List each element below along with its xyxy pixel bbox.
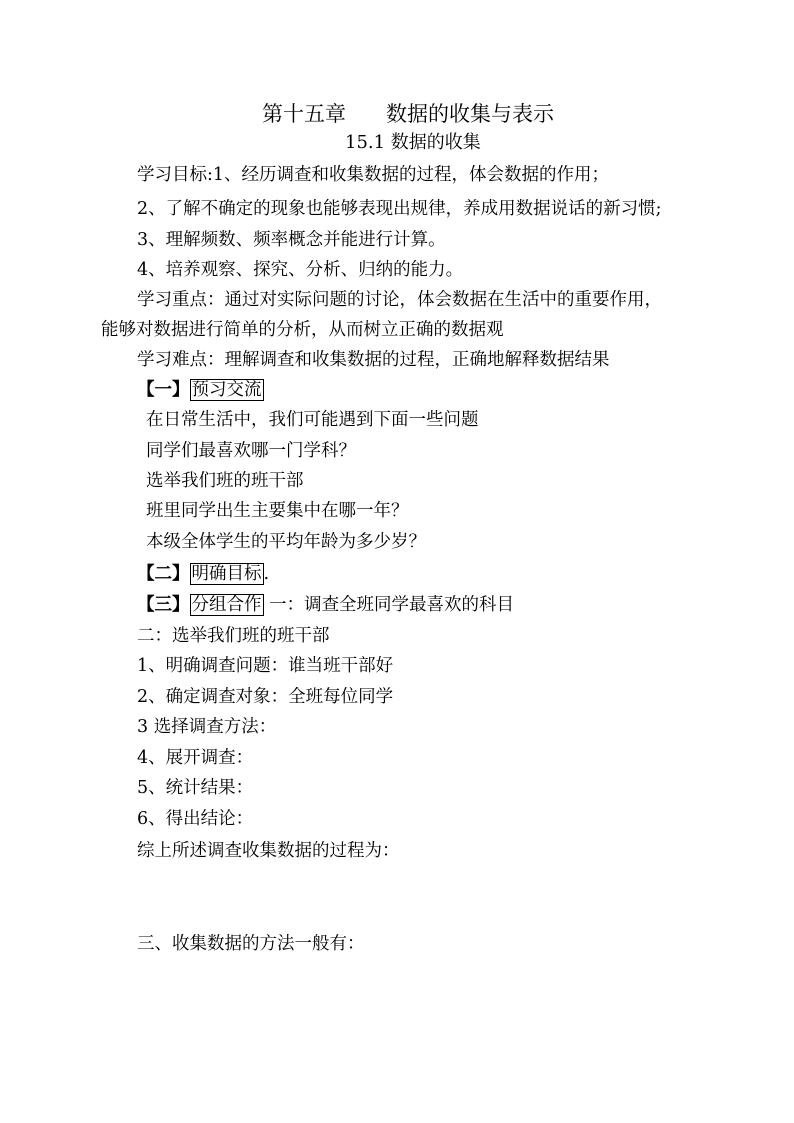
part-2-marker: 【二】 xyxy=(137,564,190,584)
step-item: 1、明确调查问题：谁当班干部好 xyxy=(137,656,394,676)
chapter-name: 数据的收集与表示 xyxy=(386,102,554,126)
goal-1: 学习目标:1、经历调查和收集数据的过程，体会数据的作用； xyxy=(137,165,610,185)
task-3-heading: 三、收集数据的方法一般有： xyxy=(137,934,365,954)
part-1-label: 预习交流 xyxy=(191,380,262,400)
part-3-label: 分组合作 xyxy=(191,595,262,615)
question-item: 同学们最喜欢哪一门学科？ xyxy=(146,441,356,461)
part-1-heading xyxy=(137,379,264,401)
chapter-number: 第十五章 xyxy=(262,102,346,126)
part-2-label: 明确目标 xyxy=(191,564,262,584)
part-3-heading xyxy=(137,594,514,616)
question-item: 班里同学出生主要集中在哪一年？ xyxy=(146,501,409,521)
step-item: 3 选择调查方法： xyxy=(137,717,277,737)
question-item: 选举我们班的班干部 xyxy=(146,471,304,491)
chapter-title xyxy=(262,100,554,128)
step-item: 2、确定调查对象：全班每位同学 xyxy=(137,687,394,707)
section-title: 15.1 数据的收集 xyxy=(345,132,481,153)
key-point-line-1: 学习重点：通过对实际问题的讨论，体会数据在生活中的重要作用， xyxy=(137,290,662,310)
step-item: 5、统计结果： xyxy=(137,778,254,798)
key-point-line-2: 能够对数据进行简单的分析，从而树立正确的数据观 xyxy=(101,320,504,340)
step-item: 6、得出结论： xyxy=(137,809,254,829)
part-2-heading xyxy=(137,563,269,585)
part-3-text: 一：调查全班同学最喜欢的科目 xyxy=(263,595,515,615)
task-2-heading: 二：选举我们班的班干部 xyxy=(137,626,330,646)
difficulty: 学习难点：理解调查和收集数据的过程，正确地解释数据结果 xyxy=(137,350,610,370)
goal-2: 2、了解不确定的现象也能够表现出规律，养成用数据说话的新习惯; xyxy=(137,199,662,219)
task-2-summary: 综上所述调查收集数据的过程为： xyxy=(137,841,400,861)
part-2-suffix: . xyxy=(263,564,270,584)
goal-3: 3、理解频数、频率概念并能进行计算。 xyxy=(137,230,446,250)
goal-4: 4、培养观察、探究、分析、归纳的能力。 xyxy=(137,260,464,280)
part-1-intro: 在日常生活中，我们可能遇到下面一些问题 xyxy=(146,410,479,430)
part-1-marker: 【一】 xyxy=(137,380,190,400)
step-item: 4、展开调查： xyxy=(137,748,254,768)
question-item: 本级全体学生的平均年龄为多少岁？ xyxy=(146,532,426,552)
part-3-marker: 【三】 xyxy=(137,595,190,615)
